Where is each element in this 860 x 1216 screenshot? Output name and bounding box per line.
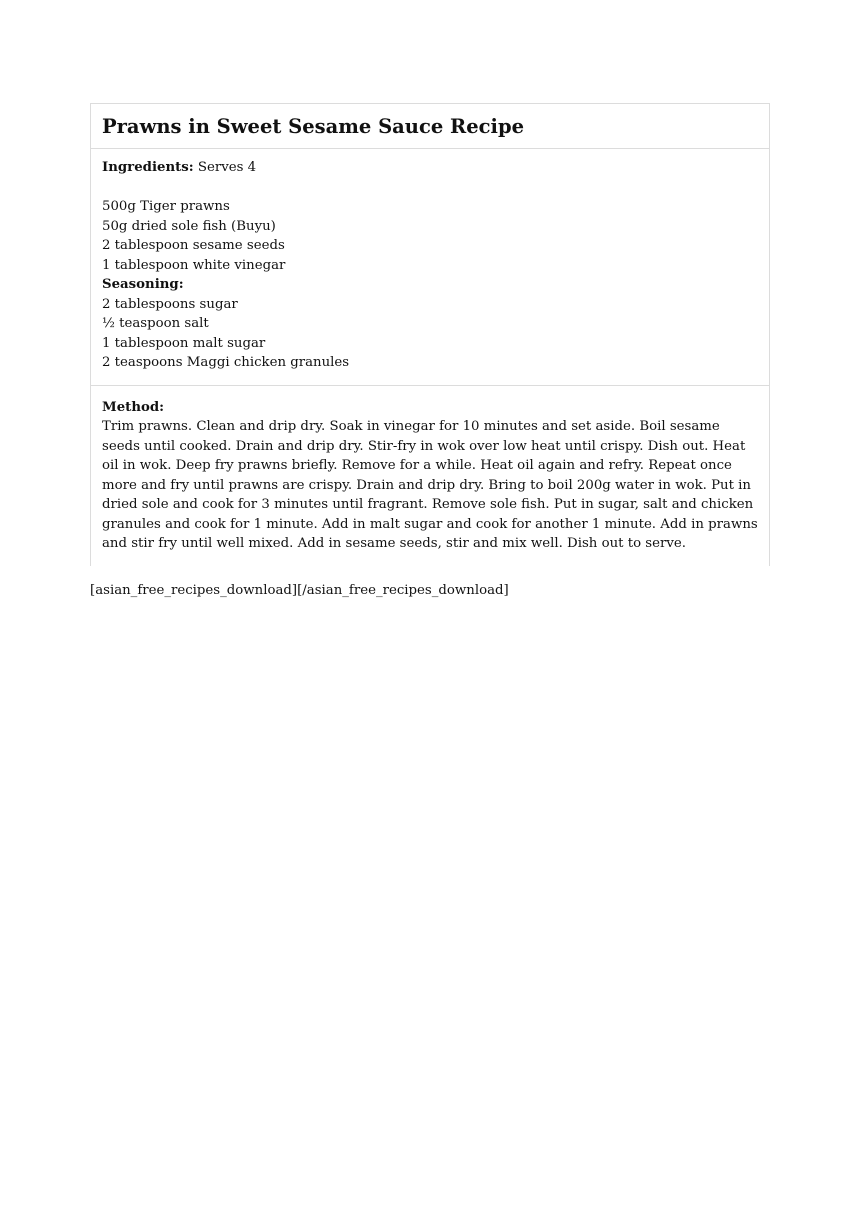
- ingredients-section: [91, 149, 769, 386]
- ingredients-header: [102, 158, 758, 178]
- ingredients-label: Ingredients:: [102, 160, 194, 175]
- seasoning-label: Seasoning:: [102, 277, 184, 292]
- seasoning-item: 2 tablespoons sugar: [102, 296, 238, 312]
- seasoning-item: ½ teaspoon salt: [102, 316, 209, 331]
- method-line: dried sole and cook for 3 minutes until fragrant. Remove sole fish. Put in sugar, salt and chicken: [102, 497, 754, 512]
- method-line: more and fry until prawns are crispy. Drain and drip dry. Bring to boil 200g water in wok. Put in: [102, 477, 751, 493]
- method-line: oil in wok. Deep fry prawns briefly. Remove for a while. Heat oil again and refry. Repeat once: [102, 458, 732, 473]
- method-label: Method:: [102, 399, 165, 415]
- serves-text: Serves 4: [193, 160, 257, 175]
- ingredient-item: 2 tablespoon sesame seeds: [102, 238, 285, 253]
- seasoning-item: 2 teaspoons Maggi chicken granules: [102, 355, 350, 370]
- method-line: Trim prawns. Clean and drip dry. Soak in vinegar for 10 minutes and set aside. Boil sesame: [102, 419, 720, 434]
- ingredient-item: 50g dried sole fish (Buyu): [102, 218, 276, 234]
- title-row: [91, 104, 769, 149]
- method-line: and stir fry until well mixed. Add in sesame seeds, stir and mix well. Dish out to serve.: [102, 536, 686, 551]
- method-line: granules and cook for 1 minute. Add in malt sugar and cook for another 1 minute. Add in prawns: [102, 516, 758, 532]
- recipe-card: [90, 103, 770, 566]
- method-line: seeds until cooked. Drain and drip dry. Stir-fry in wok over low heat until crispy. Dish out. Heat: [102, 438, 746, 454]
- seasoning-item: 1 tablespoon malt sugar: [102, 335, 266, 351]
- ingredient-item: 1 tablespoon white vinegar: [102, 257, 286, 273]
- recipe-title: Prawns in Sweet Sesame Sauce Recipe: [102, 115, 524, 138]
- spacer: [102, 178, 758, 198]
- download-shortcode: [asian_free_recipes_download][/asian_free_recipes_download]: [90, 583, 509, 598]
- ingredient-item: 500g Tiger prawns: [102, 199, 230, 214]
- method-section: [91, 386, 769, 566]
